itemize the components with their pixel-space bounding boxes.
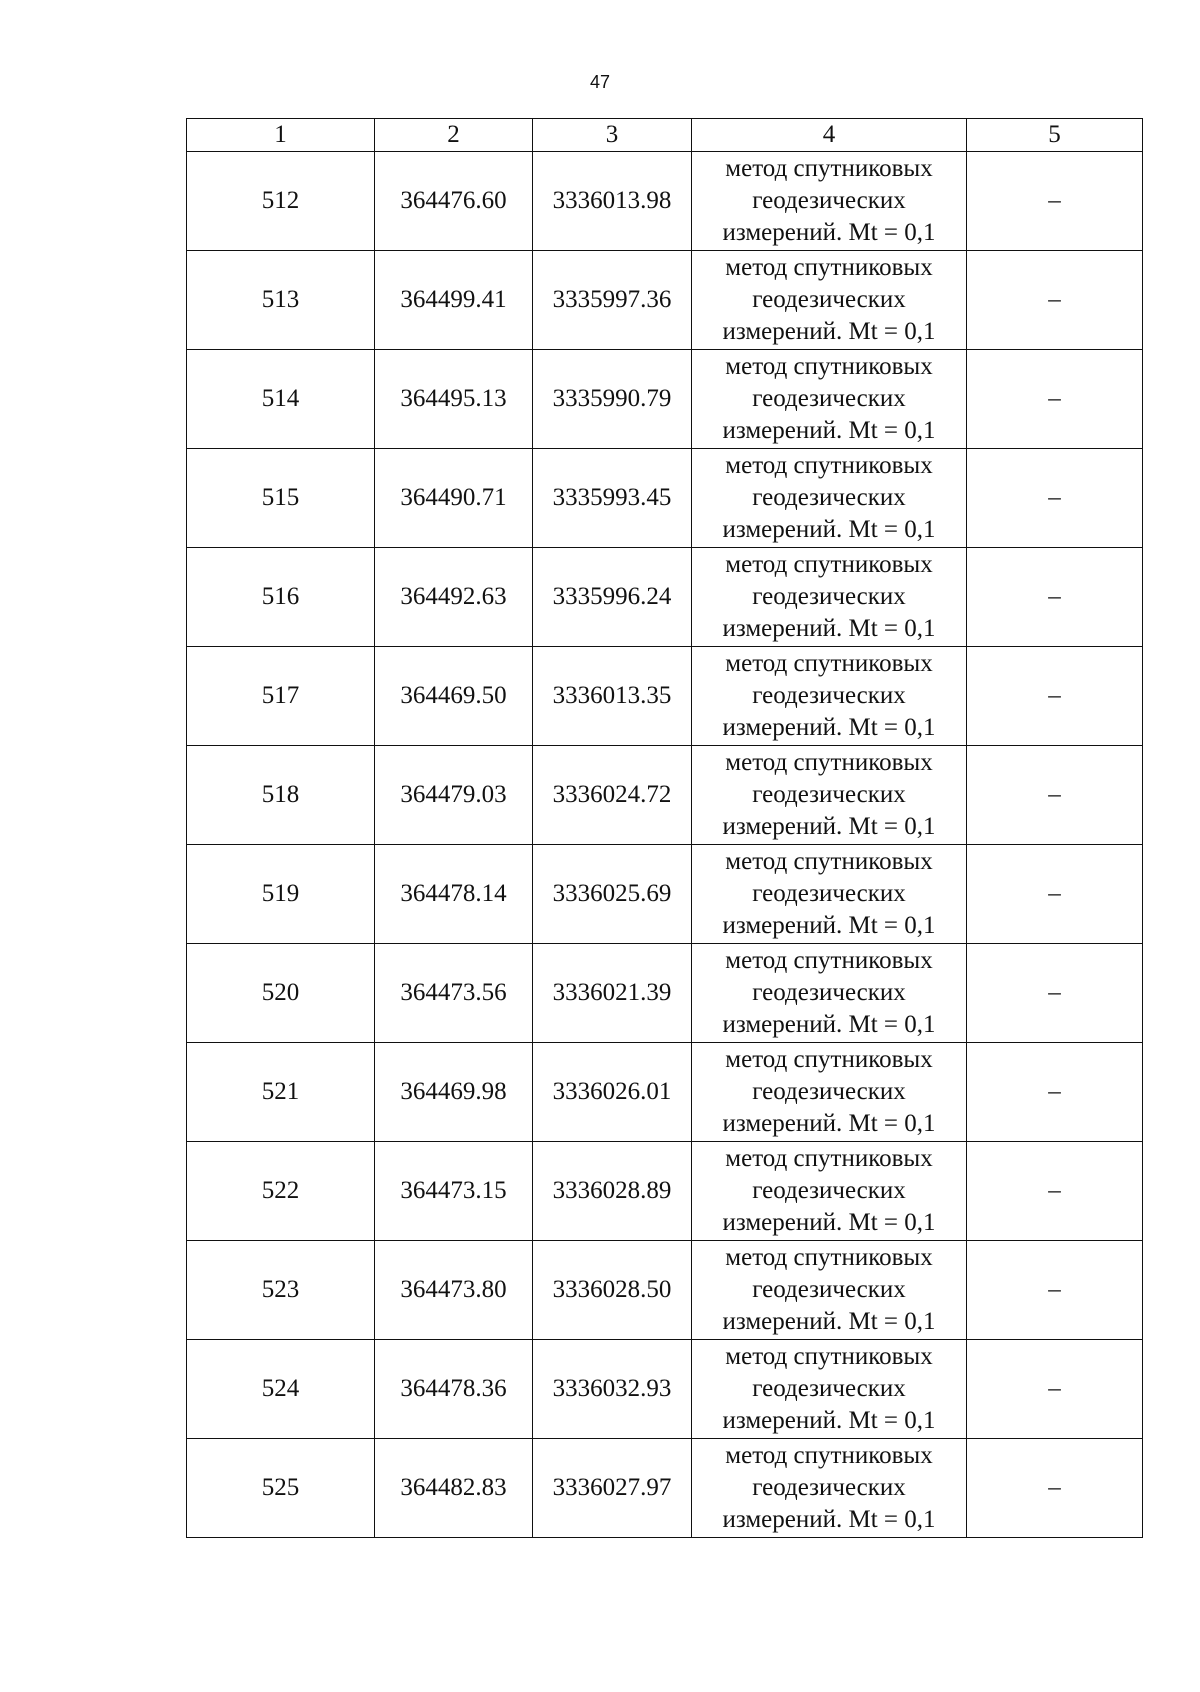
table-row — [187, 350, 1143, 449]
method-line: измерений. Mt = 0,1 — [722, 813, 936, 840]
method-line: измерений. Mt = 0,1 — [722, 1209, 936, 1236]
x-coordinate-cell: 364479.03 — [375, 746, 533, 845]
method-cell — [692, 152, 967, 251]
x-coordinate-cell: 364490.71 — [375, 449, 533, 548]
method-line: геодезических — [752, 1177, 906, 1204]
note-cell: – — [967, 944, 1143, 1043]
note-cell: – — [967, 1241, 1143, 1340]
x-coordinate-cell: 364478.14 — [375, 845, 533, 944]
y-coordinate-cell: 3336021.39 — [533, 944, 692, 1043]
point-number-cell: 520 — [187, 944, 375, 1043]
table-row — [187, 1340, 1143, 1439]
method-line: измерений. Mt = 0,1 — [722, 1308, 936, 1335]
method-cell — [692, 350, 967, 449]
method-line: измерений. Mt = 0,1 — [722, 1407, 936, 1434]
method-line: метод спутниковых — [725, 650, 933, 677]
table-row — [187, 746, 1143, 845]
method-line: измерений. Mt = 0,1 — [722, 1110, 936, 1137]
table-row — [187, 845, 1143, 944]
table-row — [187, 1439, 1143, 1538]
method-cell — [692, 1241, 967, 1340]
column-header-2: 2 — [375, 119, 533, 152]
point-number-cell: 513 — [187, 251, 375, 350]
point-number-cell: 525 — [187, 1439, 375, 1538]
y-coordinate-cell: 3335996.24 — [533, 548, 692, 647]
y-coordinate-cell: 3336013.35 — [533, 647, 692, 746]
method-cell — [692, 251, 967, 350]
x-coordinate-cell: 364492.63 — [375, 548, 533, 647]
note-cell: – — [967, 1043, 1143, 1142]
note-cell: – — [967, 845, 1143, 944]
point-number-cell: 512 — [187, 152, 375, 251]
method-line: измерений. Mt = 0,1 — [722, 219, 936, 246]
method-line: геодезических — [752, 781, 906, 808]
x-coordinate-cell: 364495.13 — [375, 350, 533, 449]
method-line: метод спутниковых — [725, 1343, 933, 1370]
method-cell — [692, 746, 967, 845]
x-coordinate-cell: 364476.60 — [375, 152, 533, 251]
x-coordinate-cell: 364482.83 — [375, 1439, 533, 1538]
point-number-cell: 524 — [187, 1340, 375, 1439]
y-coordinate-cell: 3336028.89 — [533, 1142, 692, 1241]
method-line: измерений. Mt = 0,1 — [722, 615, 936, 642]
method-line: метод спутниковых — [725, 1145, 933, 1172]
method-line: метод спутниковых — [725, 1046, 933, 1073]
method-line: геодезических — [752, 187, 906, 214]
method-line: измерений. Mt = 0,1 — [722, 714, 936, 741]
table-row — [187, 944, 1143, 1043]
column-header-5: 5 — [967, 119, 1143, 152]
table-body — [187, 152, 1143, 1538]
table-row — [187, 251, 1143, 350]
note-cell: – — [967, 548, 1143, 647]
method-line: метод спутниковых — [725, 1442, 933, 1469]
method-line: измерений. Mt = 0,1 — [722, 417, 936, 444]
method-line: геодезических — [752, 880, 906, 907]
method-cell — [692, 647, 967, 746]
method-line: измерений. Mt = 0,1 — [722, 1011, 936, 1038]
table-row — [187, 449, 1143, 548]
page-number: 47 — [589, 72, 611, 92]
x-coordinate-cell: 364469.50 — [375, 647, 533, 746]
method-line: геодезических — [752, 1474, 906, 1501]
point-number-cell: 514 — [187, 350, 375, 449]
method-cell — [692, 1142, 967, 1241]
method-line: метод спутниковых — [725, 947, 933, 974]
method-line: измерений. Mt = 0,1 — [722, 1506, 936, 1533]
x-coordinate-cell: 364469.98 — [375, 1043, 533, 1142]
x-coordinate-cell: 364499.41 — [375, 251, 533, 350]
x-coordinate-cell: 364473.80 — [375, 1241, 533, 1340]
table-row — [187, 1142, 1143, 1241]
note-cell: – — [967, 152, 1143, 251]
method-line: метод спутниковых — [725, 749, 933, 776]
x-coordinate-cell: 364478.36 — [375, 1340, 533, 1439]
table-row — [187, 152, 1143, 251]
point-number-cell: 515 — [187, 449, 375, 548]
method-line: метод спутниковых — [725, 254, 933, 281]
method-line: метод спутниковых — [725, 452, 933, 479]
method-line: измерений. Mt = 0,1 — [722, 516, 936, 543]
x-coordinate-cell: 364473.15 — [375, 1142, 533, 1241]
note-cell: – — [967, 251, 1143, 350]
point-number-cell: 516 — [187, 548, 375, 647]
point-number-cell: 518 — [187, 746, 375, 845]
table-header-row — [187, 119, 1143, 152]
y-coordinate-cell: 3335997.36 — [533, 251, 692, 350]
method-cell — [692, 1340, 967, 1439]
method-cell — [692, 548, 967, 647]
y-coordinate-cell: 3336026.01 — [533, 1043, 692, 1142]
method-line: метод спутниковых — [725, 1244, 933, 1271]
coordinates-table — [186, 118, 1143, 1538]
method-line: геодезических — [752, 484, 906, 511]
method-line: метод спутниковых — [725, 353, 933, 380]
method-line: геодезических — [752, 1276, 906, 1303]
y-coordinate-cell: 3336013.98 — [533, 152, 692, 251]
y-coordinate-cell: 3336032.93 — [533, 1340, 692, 1439]
method-line: геодезических — [752, 682, 906, 709]
note-cell: – — [967, 1340, 1143, 1439]
method-line: геодезических — [752, 583, 906, 610]
table-row — [187, 1043, 1143, 1142]
y-coordinate-cell: 3336027.97 — [533, 1439, 692, 1538]
point-number-cell: 522 — [187, 1142, 375, 1241]
point-number-cell: 523 — [187, 1241, 375, 1340]
method-line: измерений. Mt = 0,1 — [722, 318, 936, 345]
column-header-3: 3 — [533, 119, 692, 152]
y-coordinate-cell: 3335990.79 — [533, 350, 692, 449]
method-line: геодезических — [752, 1375, 906, 1402]
y-coordinate-cell: 3335993.45 — [533, 449, 692, 548]
method-cell — [692, 1439, 967, 1538]
method-line: измерений. Mt = 0,1 — [722, 912, 936, 939]
point-number-cell: 517 — [187, 647, 375, 746]
method-line: метод спутниковых — [725, 848, 933, 875]
y-coordinate-cell: 3336028.50 — [533, 1241, 692, 1340]
note-cell: – — [967, 746, 1143, 845]
method-line: метод спутниковых — [725, 551, 933, 578]
method-line: метод спутниковых — [725, 155, 933, 182]
method-line: геодезических — [752, 286, 906, 313]
method-cell — [692, 944, 967, 1043]
note-cell: – — [967, 350, 1143, 449]
x-coordinate-cell: 364473.56 — [375, 944, 533, 1043]
column-header-1: 1 — [187, 119, 375, 152]
method-line: геодезических — [752, 385, 906, 412]
y-coordinate-cell: 3336024.72 — [533, 746, 692, 845]
point-number-cell: 521 — [187, 1043, 375, 1142]
method-cell — [692, 845, 967, 944]
method-cell — [692, 449, 967, 548]
method-line: геодезических — [752, 979, 906, 1006]
note-cell: – — [967, 647, 1143, 746]
table-row — [187, 548, 1143, 647]
method-line: геодезических — [752, 1078, 906, 1105]
table-row — [187, 1241, 1143, 1340]
table-row — [187, 647, 1143, 746]
note-cell: – — [967, 1439, 1143, 1538]
y-coordinate-cell: 3336025.69 — [533, 845, 692, 944]
method-cell — [692, 1043, 967, 1142]
note-cell: – — [967, 449, 1143, 548]
note-cell: – — [967, 1142, 1143, 1241]
point-number-cell: 519 — [187, 845, 375, 944]
column-header-4: 4 — [692, 119, 967, 152]
